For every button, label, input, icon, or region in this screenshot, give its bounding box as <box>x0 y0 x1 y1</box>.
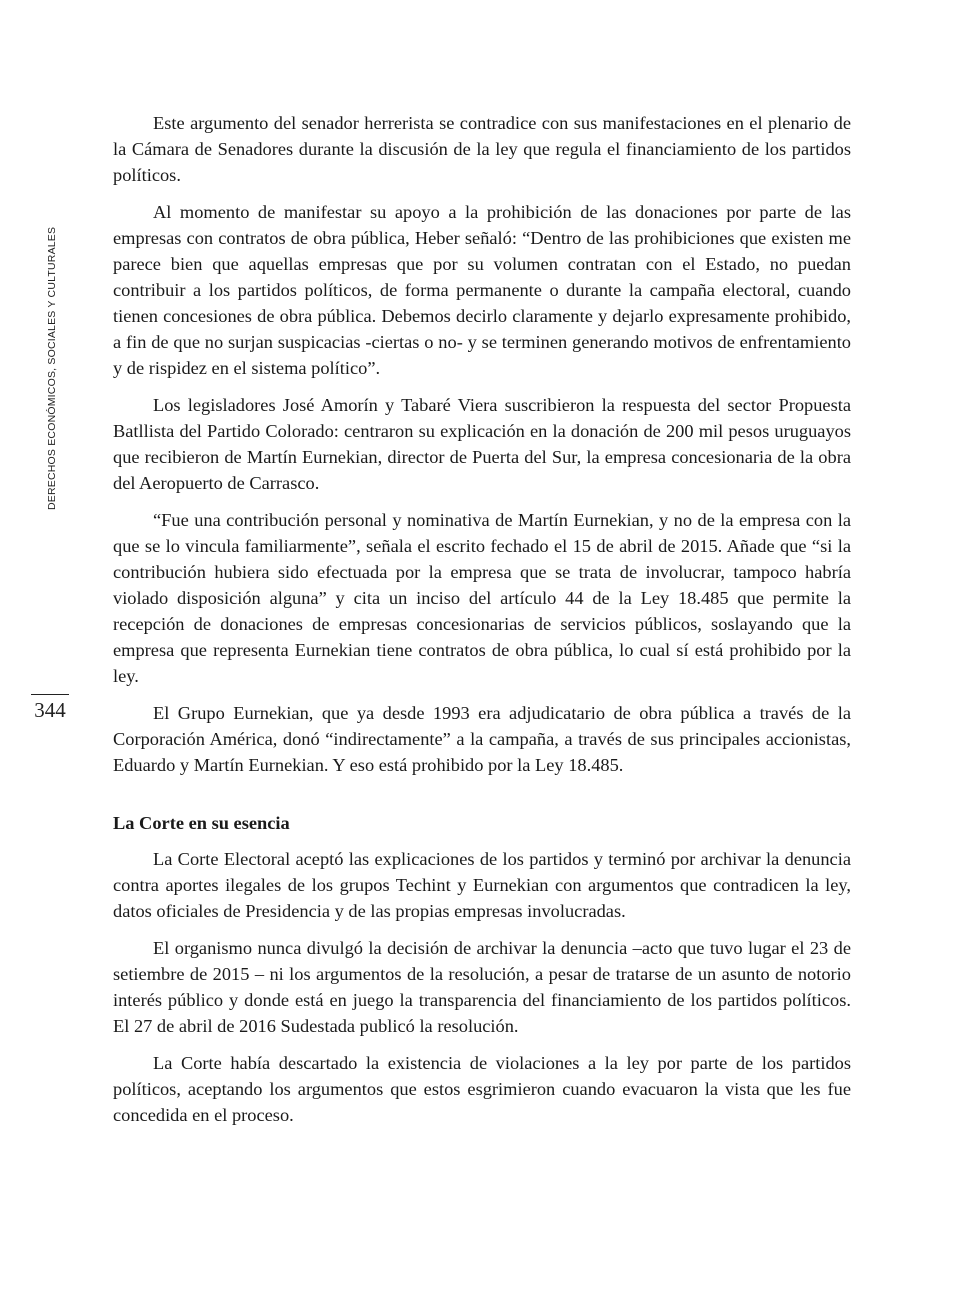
paragraph: La Corte Electoral aceptó las explicaciones de los partidos y terminó por archivar la denuncia contra aportes ilegales de los grupos Techint y Eurnekian con argumentos que contradicen la ley, datos oficiales de Presidencia y de las propias empresas involucradas. <box>113 849 851 921</box>
paragraph: Los legisladores José Amorín y Tabaré Viera suscribieron la respuesta del sector Propuesta Batllista del Partido Colorado: centraron su explicación en la donación de 200 mil pesos uruguayos que recibieron de Martín Eurnekian, director de Puerta del Sur, la empresa concesionaria de la obra del Aeropuerto de Carrasco. <box>113 395 851 493</box>
paragraph: La Corte había descartado la existencia de violaciones a la ley por parte de los partidos políticos, aceptando los argumentos que estos esgrimieron cuando evacuaron la vista que les fue concedida en el proceso. <box>113 1053 851 1125</box>
paragraph: Este argumento del senador herrerista se contradice con sus manifestaciones en el plenario de la Cámara de Senadores durante la discusión de la ley que regula el financiamiento de los partidos políticos. <box>113 113 851 185</box>
paragraph: Al momento de manifestar su apoyo a la prohibición de las donaciones por parte de las empresas con contratos de obra pública, Heber señaló: “Dentro de las prohibiciones que existen me parece bien que aquellas empresas que por su volumen contratan con el Estado, no puedan contribuir a los partidos políticos, de forma permanente o durante la campaña electoral, cuando tienen concesiones de obra pública. Debemos decirlo claramente y dejarlo expresamente prohibido, a fin de que no surjan suspicacias -ciertas o no- y se terminen generando motivos de enfrentamiento y de rispidez en el sistema político”. <box>113 202 851 378</box>
page-number: 344 <box>34 698 66 722</box>
running-head: DERECHOS ECONÓMICOS, SOCIALES Y CULTURALES <box>46 226 58 510</box>
paragraph: El organismo nunca divulgó la decisión de archivar la denuncia –acto que tuvo lugar el 23 de setiembre de 2015 – ni los argumentos de la resolución, a pesar de tratarse de un asunto de notorio interés público y donde está en juego la transparencia del financiamiento de los partidos políticos. El 27 de abril de 2016 Sudestada publicó la resolución. <box>113 938 851 1036</box>
page-number-rule <box>31 694 69 695</box>
paragraph: “Fue una contribución personal y nominativa de Martín Eurnekian, y no de la empresa con la que se lo vincula familiarmente”, señala el escrito fechado el 15 de abril de 2015. Añade que “si la contribución hubiera sido efectuada por la empresa que se trata de involucrar, tampoco habría violado disposición alguna” y cita un inciso del artículo 44 de la Ley 18.485 que permite la recepción de donaciones de empresas concesionarias de servicios públicos, soslayando que la empresa que representa Eurnekian tiene contratos de obra pública, lo cual sí está prohibido por la ley. <box>113 510 851 686</box>
paragraph: El Grupo Eurnekian, que ya desde 1993 era adjudicatario de obra pública a través de la Corporación América, donó “indirectamente” a la campaña, a través de sus principales accionistas, Eduardo y Martín Eurnekian. Y eso está prohibido por la Ley 18.485. <box>113 703 851 775</box>
section-heading: La Corte en su esencia <box>113 813 290 833</box>
body-text <box>113 110 851 1139</box>
